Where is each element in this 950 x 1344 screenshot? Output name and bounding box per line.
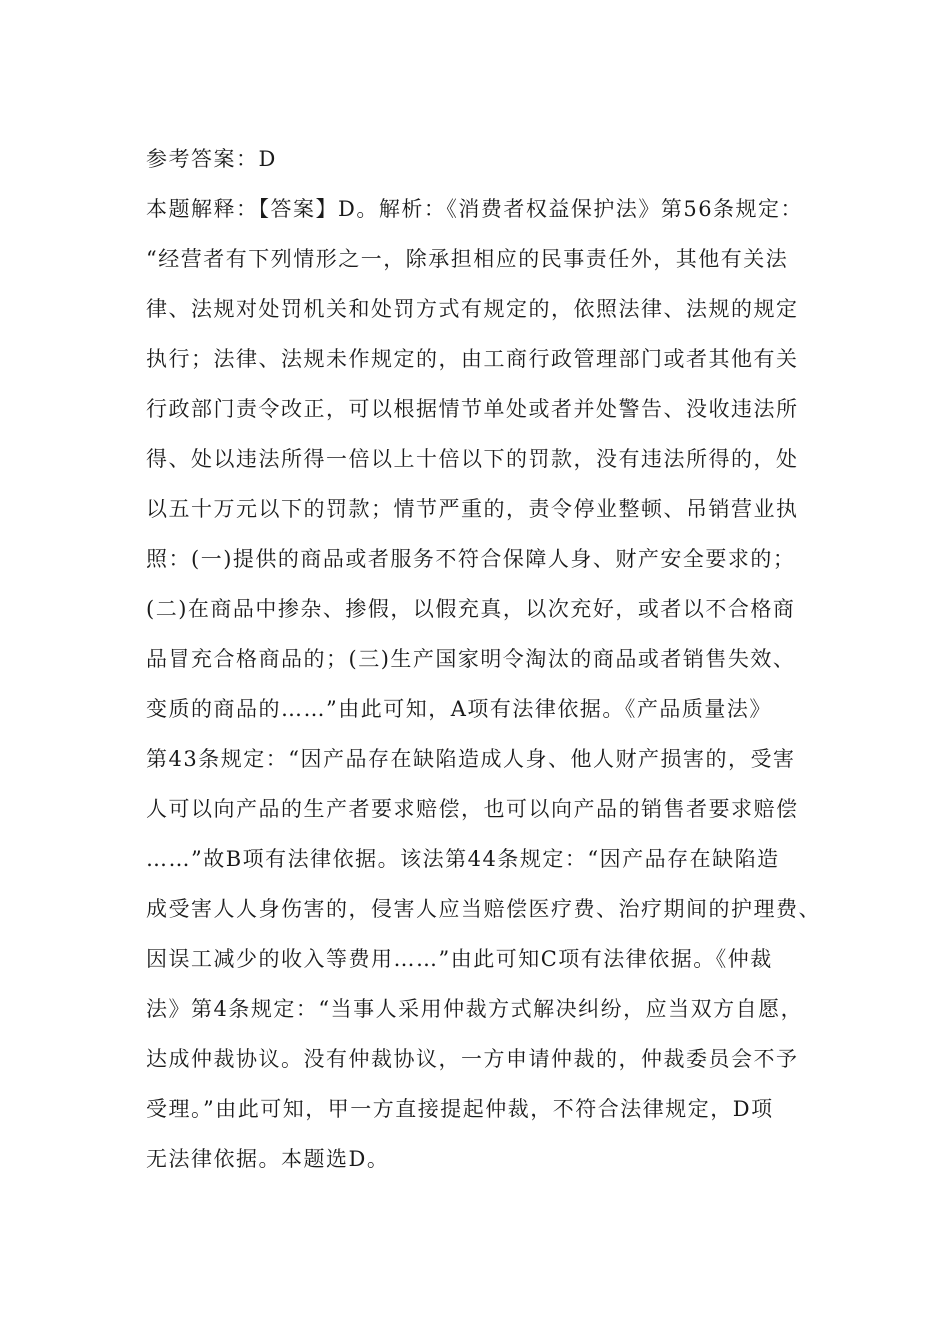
explanation-line: 变质的商品的……”由此可知，A项有法律依据。《产品质量法》 xyxy=(146,697,772,721)
explanation-line: 第43条规定：“因产品存在缺陷造成人身、他人财产损害的，受害 xyxy=(146,747,796,771)
explanation-line: ……”故B项有法律依据。该法第44条规定：“因产品存在缺陷造 xyxy=(146,847,780,871)
explanation-line: 得、处以违法所得一倍以上十倍以下的罚款，没有违法所得的，处 xyxy=(146,447,799,471)
explanation-line: (二)在商品中掺杂、掺假，以假充真，以次充好，或者以不合格商 xyxy=(146,597,796,621)
explanation-line: “经营者有下列情形之一，除承担相应的民事责任外，其他有关法 xyxy=(146,247,789,271)
explanation-line: 因误工减少的收入等费用……”由此可知C项有法律依据。《仲裁 xyxy=(146,947,773,971)
explanation-line: 受理。”由此可知，甲一方直接提起仲裁，不符合法律规定，D项 xyxy=(146,1097,774,1121)
reference-answer: 参考答案：D xyxy=(146,147,277,171)
explanation-line: 达成仲裁协议。没有仲裁协议，一方申请仲裁的，仲裁委员会不予 xyxy=(146,1047,799,1071)
explanation-line: 品冒充合格商品的；(三)生产国家明令淘汰的商品或者销售失效、 xyxy=(146,647,796,671)
explanation-line: 照：(一)提供的商品或者服务不符合保障人身、财产安全要求的； xyxy=(146,547,796,571)
explanation-line: 成受害人人身伤害的，侵害人应当赔偿医疗费、治疗期间的护理费、 xyxy=(146,897,821,921)
answer-explanation-block xyxy=(146,134,836,1184)
explanation-line: 以五十万元以下的罚款；情节严重的，责令停业整顿、吊销营业执 xyxy=(146,497,799,521)
explanation-line: 本题解释：【答案】D。解析：《消费者权益保护法》第56条规定： xyxy=(146,197,804,221)
explanation-line: 无法律依据。本题选D。 xyxy=(146,1147,390,1171)
explanation-line: 法》第4条规定：“当事人采用仲裁方式解决纠纷，应当双方自愿， xyxy=(146,997,804,1021)
explanation-line: 行政部门责令改正，可以根据情节单处或者并处警告、没收违法所 xyxy=(146,397,799,421)
explanation-line: 执行；法律、法规未作规定的，由工商行政管理部门或者其他有关 xyxy=(146,347,799,371)
explanation-line: 人可以向产品的生产者要求赔偿，也可以向产品的销售者要求赔偿 xyxy=(146,797,799,821)
explanation-line: 律、法规对处罚机关和处罚方式有规定的，依照法律、法规的规定 xyxy=(146,297,799,321)
